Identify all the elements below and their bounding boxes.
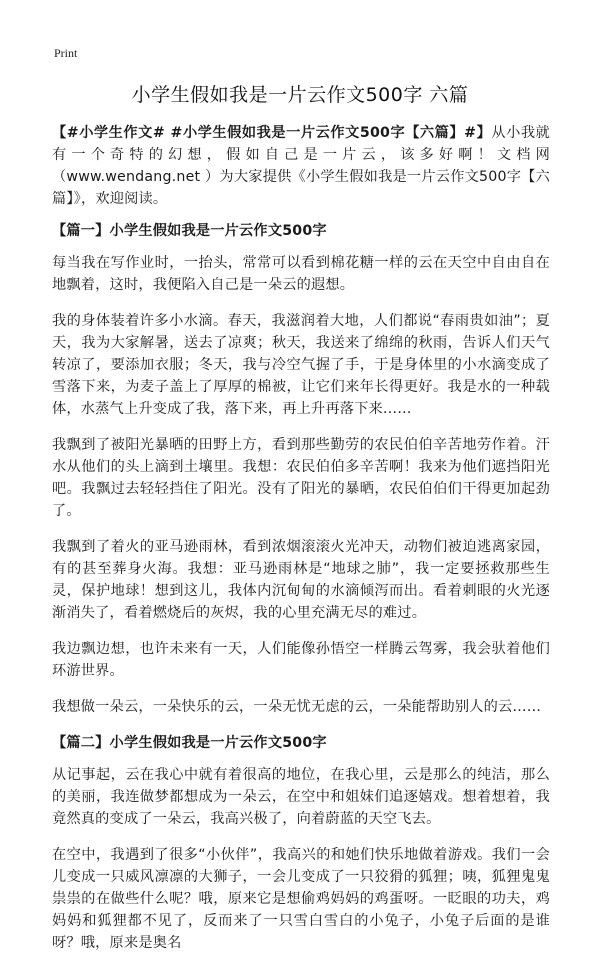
body-paragraph: 我的身体装着许多小水滴。春天，我滋润着大地，人们都说“春雨贵如油”；夏天，我为大家解暑，送去了凉爽；秋天，我送来了绵绵的秋雨，告诉人们天气转凉了，要添加衣服；冬天，我与冷空气握了手，于是身体里的小水滴变成了雪落下来，为麦子盖上了厚厚的棉被，让它们来年长得更好。我是水的一种载体，水蒸气上升变成了我，落下来，再上升再落下来…… bbox=[52, 313, 550, 417]
body-paragraph: 在空中，我遇到了很多“小伙伴”，我高兴的和她们快乐地做着游戏。我们一会儿变成一只威风凛凛的大狮子，一会儿变成了一只狡猾的狐狸；咦，狐狸鬼鬼祟祟的在做些什么呢？哦，原来它是想偷鸡妈妈的鸡蛋呀。一眨眼的功夫，鸡妈妈和狐狸都不见了，反而来了一只雪白雪白的小兔子，小兔子后面的是谁呀？哦，原来是奥名 bbox=[52, 847, 550, 951]
intro-lead-bold: 【#小学生作文# #小学生假如我是一片云作文500字【六篇】#】 bbox=[52, 125, 492, 141]
body-paragraph: 每当我在写作业时，一抬头，常常可以看到棉花糖一样的云在天空中自由自在地飘着，这时，我便陷入自己是一朵云的遐想。 bbox=[52, 255, 550, 293]
section-heading: 【篇二】小学生假如我是一片云作文500字 bbox=[52, 735, 327, 751]
intro-paragraph bbox=[52, 122, 550, 210]
body-paragraph: 我飘到了被阳光暴晒的田野上方，看到那些勤劳的农民伯伯辛苦地劳作着。汗水从他们的头上滴到土壤里。我想：农民伯伯多辛苦啊！我来为他们遮挡阳光吧。我飘过去轻轻挡住了阳光。没有了阳光的暴晒，农民伯伯们干得更加起劲了。 bbox=[52, 437, 550, 519]
print-label[interactable]: Print bbox=[54, 46, 78, 60]
body-paragraph: 我想做一朵云，一朵快乐的云，一朵无忧无虑的云，一朵能帮助别人的云…… bbox=[52, 699, 542, 715]
intro-text: 从小我就有一个奇特的幻想，假如自己是一片云，该多好啊！文档网（www.wendang.net ）为大家提供《小学生假如我是一片云作文500字【六篇】》，欢迎阅读。 bbox=[52, 125, 550, 207]
body-paragraph: 我飘到了着火的亚马逊雨林，看到浓烟滚滚火光冲天，动物们被迫逃离家园，有的甚至葬身火海。我想：亚马逊雨林是“地球之肺”，我一定要拯救那些生灵，保护地球！想到这儿，我体内沉甸甸的水滴倾泻而出。看着刺眼的火光逐渐消失了，看着燃烧后的灰烬，我的心里充满无尽的难过。 bbox=[52, 539, 550, 621]
document-body bbox=[52, 122, 550, 968]
body-paragraph: 从记事起，云在我心中就有着很高的地位，在我心里，云是那么的纯洁，那么的美丽，我连做梦都想成为一朵云，在空中和姐妹们追逐嬉戏。想着想着，我竟然真的变成了一朵云，我高兴极了，向着蔚蓝的天空飞去。 bbox=[52, 767, 550, 827]
section-heading: 【篇一】小学生假如我是一片云作文500字 bbox=[52, 223, 327, 239]
body-paragraph: 我边飘边想，也许未来有一天，人们能像孙悟空一样腾云驾雾，我会驮着他们环游世界。 bbox=[52, 641, 550, 679]
page-title: 小学生假如我是一片云作文500字 六篇 bbox=[131, 84, 469, 106]
